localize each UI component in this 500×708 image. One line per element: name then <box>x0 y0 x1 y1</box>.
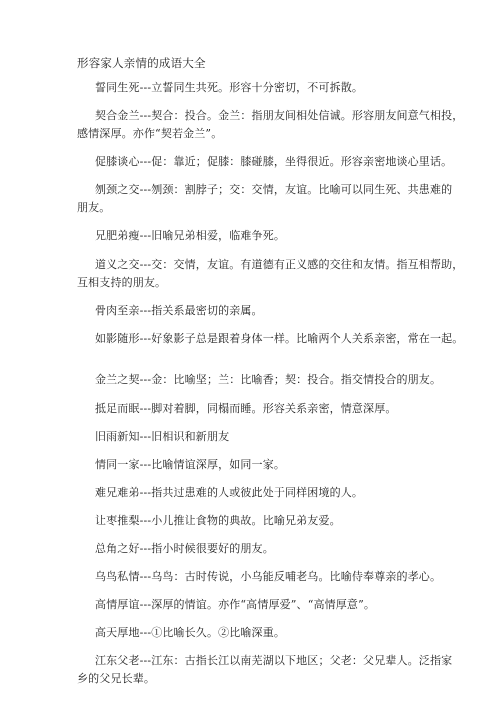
entry-text: 难兄难弟---指共过患难的人或彼此处于同样困境的人。 <box>95 486 364 499</box>
entry-text-continued: 乡的父兄长辈。 <box>77 672 156 685</box>
idiom-entry <box>77 79 442 97</box>
idiom-entry <box>77 330 464 348</box>
entry-text: 总角之好---指小时候很要好的朋友。 <box>95 542 274 555</box>
idiom-entry <box>77 484 442 502</box>
idiom-entry <box>77 400 442 418</box>
entry-text-continued: 感情深厚。亦作“契若金兰”。 <box>77 127 223 140</box>
entry-text: 如影随形---好象影子总是跟着身体一样。比喻两个人关系亲密，常在一起。 <box>95 332 464 345</box>
entry-text: 誓同生死---立誓同生共死。形容十分密切，不可拆散。 <box>95 81 364 94</box>
entry-text: 乌鸟私情---乌鸟：古时传说，小乌能反哺老乌。比喻侍奉尊亲的孝心。 <box>95 570 442 583</box>
entry-text: 抵足而眠---脚对着脚，同榻而睡。形容关系亲密，情意深厚。 <box>95 402 397 415</box>
entry-text: 契合金兰---契合：投合。金兰：指朋友间相处信诚。形容朋友间意气相投， <box>95 109 464 122</box>
idiom-entry <box>77 568 442 586</box>
entry-text: 江东父老---江东：古指长江以南芜湖以下地区；父老：父兄辈人。泛指家 <box>95 654 453 667</box>
idiom-entry <box>77 596 442 614</box>
idiom-entry <box>77 256 464 292</box>
idiom-entry <box>77 456 442 474</box>
entry-text: 情同一家---比喻情谊深厚，如同一家。 <box>95 458 285 471</box>
idiom-entry <box>77 652 453 688</box>
entry-text: 金兰之契---金：比喻坚；兰：比喻香；契：投合。指交情投合的朋友。 <box>95 373 442 386</box>
entry-text: 骨肉至亲---指关系最密切的亲属。 <box>95 304 263 317</box>
entry-text: 道义之交---交：交情，友谊。有道德有正义感的交往和友情。指互相帮助， <box>95 258 464 271</box>
idiom-entry <box>77 107 464 143</box>
idiom-entry <box>77 428 442 446</box>
entry-text: 兄肥弟瘦---旧喻兄弟相爱，临难争死。 <box>95 229 285 242</box>
entry-text-continued: 朋友。 <box>77 201 111 214</box>
entry-text: 旧雨新知---旧相识和新朋友 <box>95 430 230 443</box>
entry-text: 让枣推梨---小儿推让食物的典故。比喻兄弟友爱。 <box>95 514 341 527</box>
idiom-entry <box>77 181 453 217</box>
entry-text: 高情厚谊---深厚的情谊。亦作“高情厚爱”、“高情厚意”。 <box>95 598 375 611</box>
entry-text: 高天厚地---①比喻长久。②比喻深重。 <box>95 626 285 639</box>
idiom-entry <box>77 371 442 389</box>
entry-text-continued: 互相支持的朋友。 <box>77 276 167 289</box>
idiom-entry <box>77 512 442 530</box>
idiom-entry <box>77 153 453 171</box>
entry-text: 促膝谈心---促：靠近；促膝：膝碰膝，坐得很近。形容亲密地谈心里话。 <box>95 155 453 168</box>
idiom-entry <box>77 227 442 245</box>
idiom-entry <box>77 302 442 320</box>
idiom-entry <box>77 624 442 642</box>
entry-text: 刎颈之交---刎颈：割脖子；交：交情，友谊。比喻可以同生死、共患难的 <box>95 183 453 196</box>
idiom-entry <box>77 540 442 558</box>
document-title: 形容家人亲情的成语大全 <box>77 56 206 70</box>
